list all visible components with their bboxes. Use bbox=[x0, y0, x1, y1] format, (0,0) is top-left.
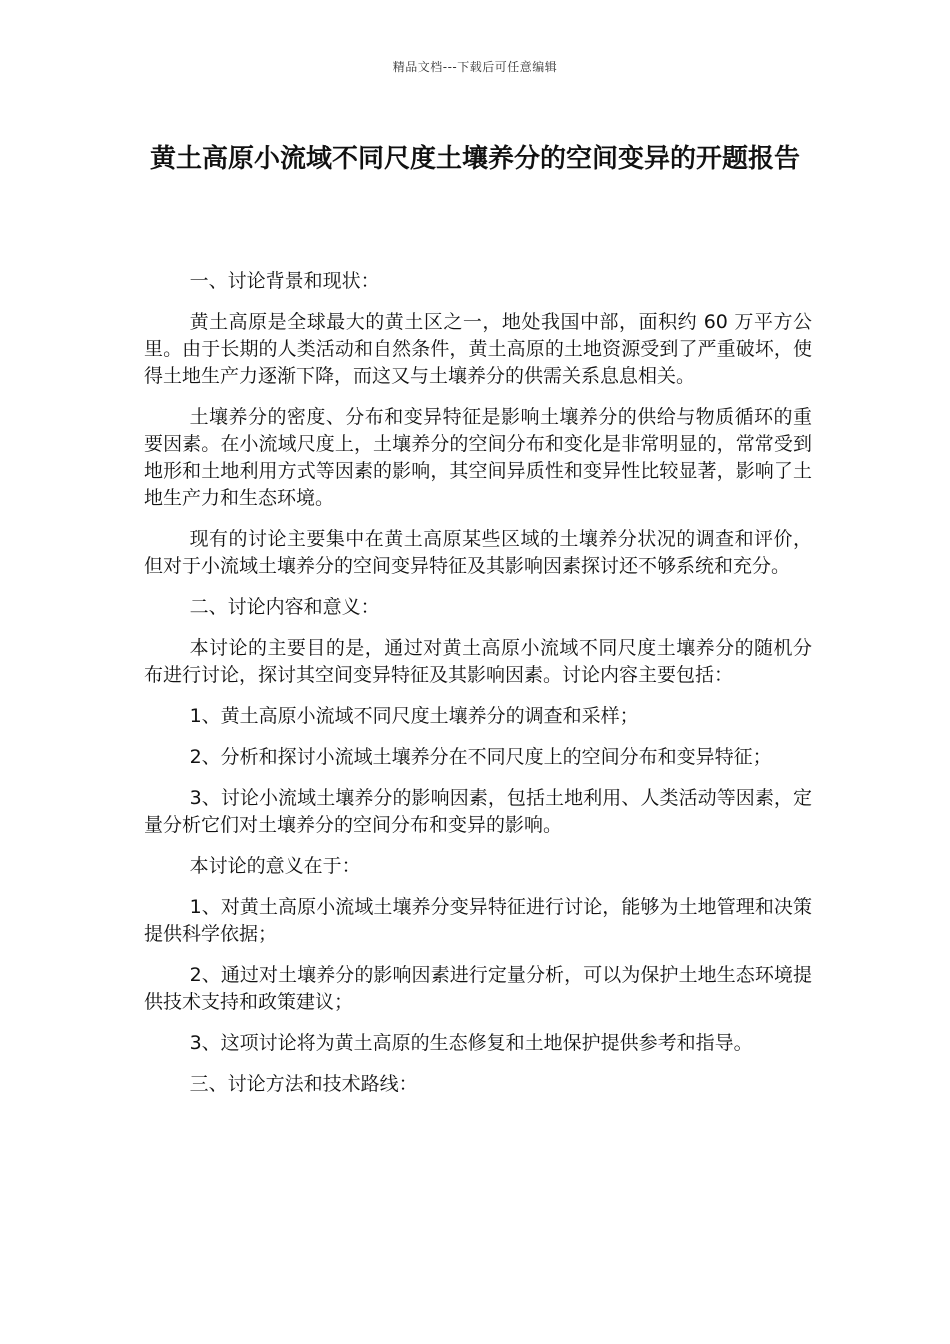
section-heading-background: 一、讨论背景和现状： bbox=[189, 270, 380, 292]
paragraph: 黄土高原是全球最大的黄土区之一，地处我国中部，面积约 60 万平方公里。由于长期的人类活动和自然条件，黄土高原的土地资源受到了严重破坏，使得土地生产力逐渐下降，而这又与土壤养分的供需关系息息相关。 bbox=[144, 311, 812, 387]
list-item: 1、黄土高原小流域不同尺度土壤养分的调查和采样； bbox=[189, 705, 639, 727]
list-item: 2、通过对土壤养分的影响因素进行定量分析，可以为保护土地生态环境提供技术支持和政策建议； bbox=[144, 964, 812, 1013]
header-note: 精品文档---下载后可任意编辑 bbox=[392, 60, 558, 74]
paragraph: 土壤养分的密度、分布和变异特征是影响土壤养分的供给与物质循环的重要因素。在小流域尺度上，土壤养分的空间分布和变化是非常明显的，常常受到地形和土地利用方式等因素的影响，其空间异质性和变异性比较显著，影响了土地生产力和生态环境。 bbox=[144, 406, 812, 509]
paragraph: 现有的讨论主要集中在黄土高原某些区域的土壤养分状况的调查和评价，但对于小流域土壤养分的空间变异特征及其影响因素探讨还不够系统和充分。 bbox=[144, 528, 812, 577]
section-heading-methods: 三、讨论方法和技术路线： bbox=[189, 1073, 418, 1095]
list-item: 2、分析和探讨小流域土壤养分在不同尺度上的空间分布和变异特征； bbox=[189, 746, 772, 768]
list-item: 3、讨论小流域土壤养分的影响因素，包括土地利用、人类活动等因素，定量分析它们对土壤养分的空间分布和变异的影响。 bbox=[144, 787, 812, 836]
list-item: 1、对黄土高原小流域土壤养分变异特征进行讨论，能够为土地管理和决策提供科学依据； bbox=[144, 896, 812, 945]
section-heading-content: 二、讨论内容和意义： bbox=[189, 596, 380, 618]
paragraph: 本讨论的意义在于： bbox=[189, 855, 361, 877]
list-item: 3、这项讨论将为黄土高原的生态修复和土地保护提供参考和指导。 bbox=[189, 1032, 753, 1054]
document-body bbox=[144, 268, 812, 1112]
paragraph: 本讨论的主要目的是，通过对黄土高原小流域不同尺度土壤养分的随机分布进行讨论，探讨其空间变异特征及其影响因素。讨论内容主要包括： bbox=[144, 637, 812, 686]
document-title: 黄土高原小流域不同尺度土壤养分的空间变异的开题报告 bbox=[149, 144, 800, 174]
